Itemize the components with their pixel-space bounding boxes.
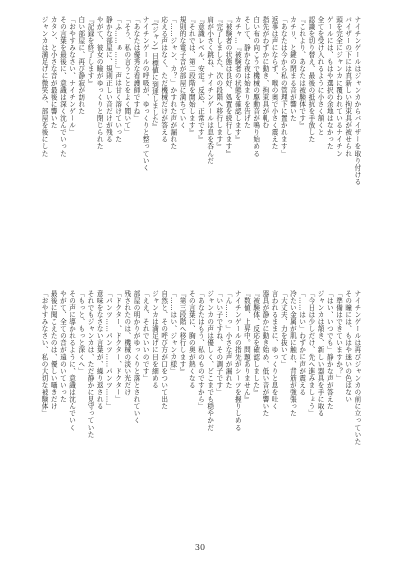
text-line: 「いい子ですね、その調子です」: [214, 290, 223, 396]
text-line: 「ドクター、ドクター、ドクター」: [113, 290, 122, 403]
text-line: 残されたのは、機械の淡い光だけ: [122, 290, 131, 396]
text-line: 言われるままに、ゆっくりと息を吐く: [270, 290, 279, 410]
text-line: 意味をなさない言葉が、繰り返される: [95, 290, 104, 410]
text-block-top: [40, 16, 360, 262]
text-line: 「はい、いつでも」静かな声が答えた: [325, 290, 334, 410]
text-line: 全てを受け入れるように小さく頷くと: [316, 16, 325, 136]
text-line: ジャンカは満足げに微笑み、部屋を後にした: [40, 16, 48, 157]
text-line: バイザーの下には真新しい拘束具が被せられ: [343, 16, 352, 157]
text-line: 応える声はなく、ただ機械だけが答える: [159, 16, 168, 143]
text-line: 「大丈夫、力を抜いて」: [279, 290, 288, 368]
text-line: ナイチンゲールはジャンカからバイザーを取り付ける: [352, 16, 361, 186]
text-line: 「今日は少しだけ、先へ進みましょう」: [306, 290, 315, 417]
text-line: 『(ジャン) 目標値に到達しました』: [150, 16, 159, 131]
text-line: 「おやすみなさい、ナイチンゲール」: [67, 16, 76, 136]
text-line: 規則的な電子音が部屋に満ちていく: [178, 16, 187, 129]
text-line: 最後に聞こえたのは、優しい囁きだけ: [49, 290, 58, 410]
text-line: 「……はい」わずかに声が震える: [297, 290, 306, 396]
text-line: その瞳には、もはや迷いの色はない: [343, 290, 352, 403]
text-line: 『被験者の状態は良好、処置を続行します』: [224, 16, 233, 157]
text-line: 「あなたはもう、私のものですから」: [196, 290, 205, 410]
text-line: 「おやすみなさい、私の大切な被験体」: [40, 290, 48, 417]
text-line: 「ええ、それでいいのです」: [141, 290, 150, 382]
text-line: やがて、彼女の瞼がゆっくりと閉じられた: [95, 16, 104, 150]
text-line: 「あなたは今から私の管理下に置かれます」: [279, 16, 288, 157]
text-line: その言葉を最後に、意識は深く沈んでいった: [58, 16, 67, 157]
text-line: 白い布の向こうで機械の駆動音が鳴り始める: [251, 16, 260, 157]
text-line: 器具が静かに動き始め、低い音が響いた: [260, 290, 269, 417]
text-line: ナイチンゲールの呼吸が、ゆっくりと整っていく: [141, 16, 150, 172]
text-line: 認識を切り替え、最後の抵抗を手放した: [306, 16, 315, 143]
text-line: 「もっと、もっと深くへ」: [76, 290, 85, 375]
text-line: そして、静かな夜は始まりを告げた: [242, 16, 251, 129]
text-line: 「準備はできていますか？」: [334, 290, 343, 382]
text-line: 『被験体、反応を確認しました』: [251, 290, 260, 396]
page-number: 30: [194, 543, 206, 552]
text-line: 『記録を終了します』: [86, 16, 95, 87]
text-line: 『これより、あなたは被験体です』: [297, 16, 306, 129]
text-line: 「あなたは優秀な看護師ですね」: [132, 16, 141, 122]
text-line: 「……はい、ジャンカ様」: [168, 290, 177, 375]
text-block-bottom: [40, 290, 360, 536]
text-line: 肩が小さく跳ね、ナイチンゲールは息を呑んだ: [205, 16, 214, 165]
text-line: その言葉に、胸の奥が熱くなる: [187, 290, 196, 389]
text-line: 「そう、私の言うことをよく聞いて」: [122, 16, 131, 136]
text-line: ジャンカの声は優しく、どこまでも穏やかだ: [205, 290, 214, 431]
text-line: 『数値、上昇中。問題ありません』: [242, 290, 251, 403]
text-line: ゲールには、もはや選択の余地はなかった: [325, 16, 334, 150]
text-line: それでもジャンカは、ただ静かに見守っていた: [86, 290, 95, 439]
text-line: カチリ、と鍵の閉まる音が響いた: [288, 16, 297, 122]
text-line: 『第三段階へ移行します』: [178, 290, 187, 375]
text-line: その声に導かれるように、意識は沈んでいく: [67, 290, 76, 431]
text-line: 冷たい金属が肌に触れ、背筋が強張った: [288, 290, 297, 417]
text-line: 白い部屋に、再び静寂が訪れた: [76, 16, 85, 115]
text-line: 「パンツ……パンツ……パンツ……」: [104, 290, 113, 410]
text-line: ナイチンゲールは再びジャンカの前に立っていた: [352, 290, 361, 446]
text-line: ナイチンゲールの指先がシーツを握りしめる: [233, 290, 242, 431]
text-line: 「ふ……ぁ……」声は甘く溶けていった: [113, 16, 122, 143]
text-line: ジャンカは満足げに目を細める: [150, 290, 159, 389]
text-line: 部屋の明かりがゆっくりと落とされていく: [132, 290, 141, 424]
text-line: 返事は声にならず、喉の奥で小さく震えた: [270, 16, 279, 150]
text-line: やがて、全ての音が遠のいていった: [58, 290, 67, 403]
text-line: 静かな部屋に、規則正しい音だけが残る: [104, 16, 113, 143]
text-line: 『完了しました、次の段階へ移行します』: [214, 16, 223, 150]
text-line: 自然と、その呼び方が口をついて出た: [159, 290, 168, 410]
text-line: カタン、と小さな音が最後に響いた: [49, 16, 58, 129]
text-line: 「……ジャン、カ？」かすれた声が漏れた: [168, 16, 177, 150]
text-line: 指先がわずかに動き、拘束具が軋む: [260, 16, 269, 129]
text-line: カチャ…『被験者の状態を確認します』: [233, 16, 242, 143]
text-line: 「ん……っ」小さな声が漏れた: [224, 290, 233, 389]
text-line: 『意識レベル、安定。反応、正常です』: [196, 16, 205, 143]
text-line: 頭を完全にジャンカに覆われているナイチン: [334, 16, 343, 157]
text-line: ジャンカは頷き、新しい器具を手に取る: [316, 290, 325, 417]
text-line: 『それでは、第二段階を開始します』: [187, 16, 196, 136]
